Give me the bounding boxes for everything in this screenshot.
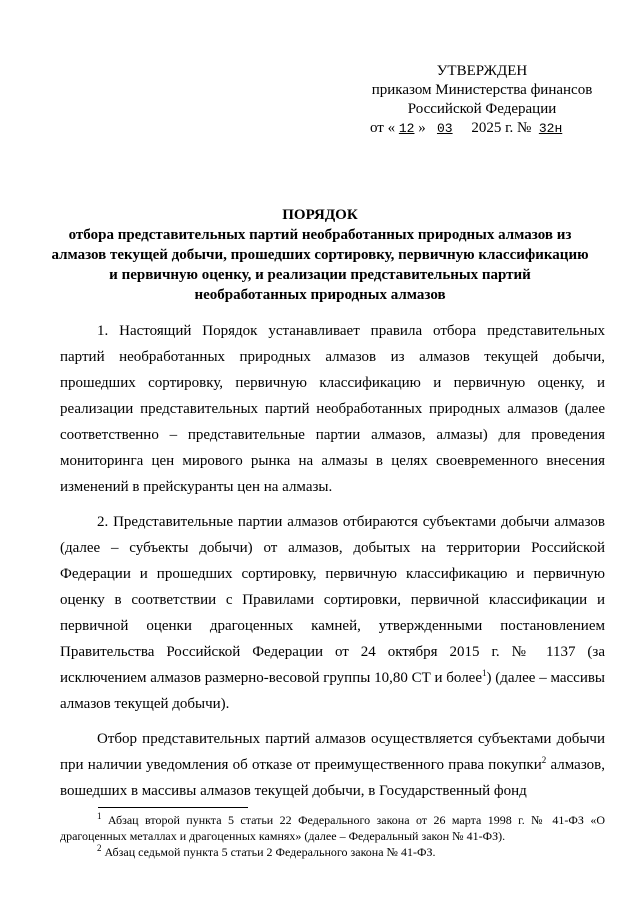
- paragraph-1: 1. Настоящий Порядок устанавливает правила отбора представительных партий необработанных природных алмазов из алмазов текущей добычи, прошедших сортировку, первичную классификацию и первичную оценку, и реализации представительных партий необработанных природных алмазов (далее соответственно – представительные партии алмазов, алмазы) для проведения мониторинга цен мирового рынка на алмазы в целях своевременного внесения изменений в прейскуранты цен на алмазы.: [60, 323, 605, 495]
- paragraph-2-text: 2. Представительные партии алмазов отбираются субъектами добычи алмазов (далее – субъекты добычи) от алмазов, добытых на территории Российской Федерации и прошедших сортировку, первичную классификацию и первичную оценку в соответствии с Правилами сортировки, первичной классификации и первичной оценки драгоценных камней, утвержденными постановлением Правительства Российской Федерации от 24 октября 2015 г. № 1137 (за исключением алмазов размерно-весовой группы 10,80 СТ и более: [60, 514, 605, 686]
- footnote-1-text: Абзац второй пункта 5 статьи 22 Федерального закона от 26 марта 1998 г. № 41-ФЗ «О драгоценных металлах и драгоценных камнях» (далее – Федеральный закон № 41-ФЗ).: [60, 813, 605, 843]
- footnote-divider: [98, 807, 248, 808]
- approval-ministry-line: Российской Федерации: [407, 101, 557, 117]
- footnote-ref-2[interactable]: 2: [541, 755, 547, 765]
- date-mid: »: [418, 120, 426, 136]
- approval-stamp: [352, 62, 612, 138]
- footnote-ref-1[interactable]: 1: [482, 668, 487, 678]
- title-line-2: алмазов текущей добычи, прошедших сортировку, первичную классификацию: [51, 247, 589, 263]
- document-body: [60, 318, 605, 813]
- approval-number: 32н: [538, 121, 563, 136]
- footnote-1: [60, 812, 605, 844]
- approval-order-line: приказом Министерства финансов: [371, 82, 593, 98]
- title-heading: ПОРЯДОК: [282, 207, 358, 223]
- document-title: [0, 205, 640, 305]
- approval-day: 12: [398, 121, 415, 136]
- date-prefix: от «: [370, 120, 396, 136]
- paragraph-2-text-end: ) (далее – массивы алмазов текущей добычи).: [60, 670, 606, 712]
- footnote-1-mark: 1: [97, 811, 102, 821]
- approval-year: 2025 г. №: [471, 120, 532, 136]
- paragraph-2: [60, 509, 605, 717]
- approval-heading: УТВЕРЖДЕН: [436, 63, 528, 79]
- paragraph-3: [60, 726, 605, 804]
- title-line-1: отбора представительных партий необработанных природных алмазов из: [68, 227, 572, 243]
- title-line-4: необработанных природных алмазов: [194, 287, 446, 303]
- footnotes: [60, 812, 605, 860]
- footnote-2: [60, 844, 605, 860]
- approval-date-number: [352, 119, 612, 138]
- footnote-2-text: Абзац седьмой пункта 5 статьи 2 Федерального закона № 41-ФЗ.: [101, 845, 436, 859]
- paragraph-3-text-end: алмазов, вошедших в массивы алмазов текущей добычи, в Государственный фонд: [60, 757, 605, 799]
- footnote-2-mark: 2: [97, 843, 102, 853]
- title-line-3: и первичную оценку, и реализации представительных партий: [109, 267, 531, 283]
- approval-month: 03: [436, 121, 453, 136]
- paragraph-3-text: Отбор представительных партий алмазов осуществляется субъектами добычи при наличии уведомления об отказе от преимущественного права покупки: [60, 731, 605, 773]
